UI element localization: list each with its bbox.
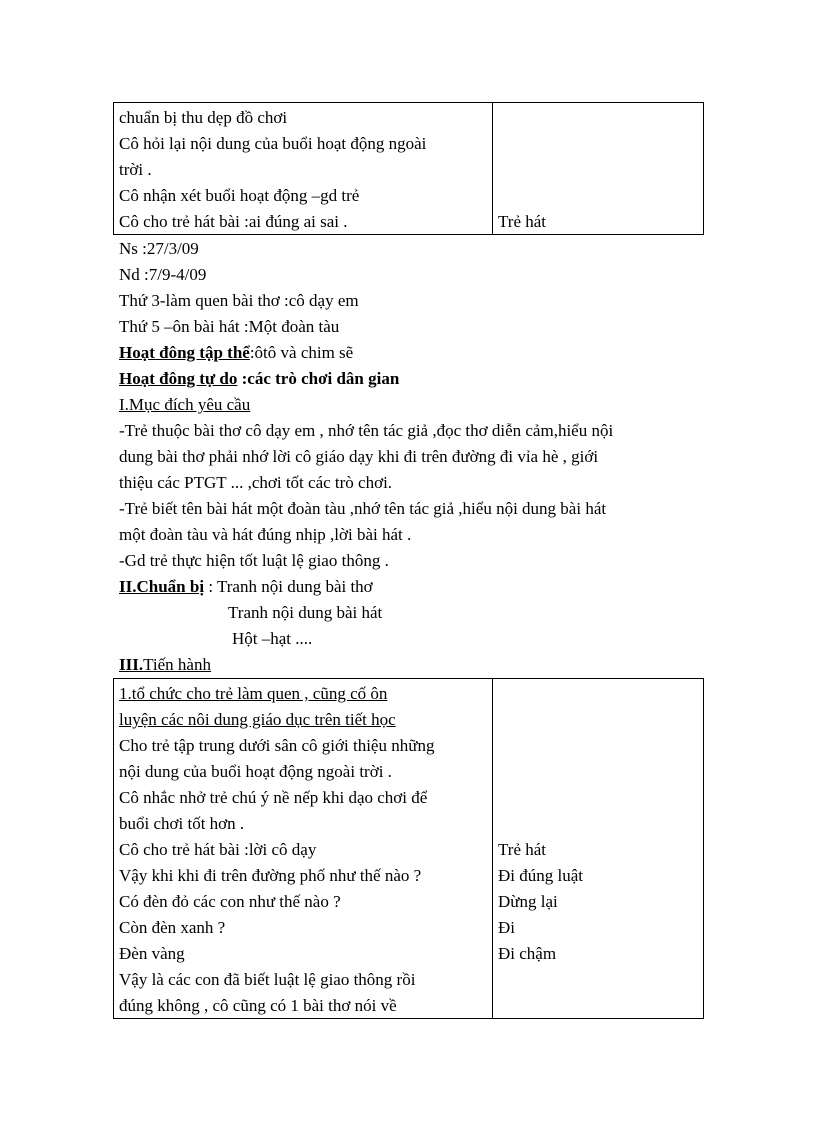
hoat-dong-tu-do-label: Hoạt đông tự do [119,369,238,388]
table1-left-line-2: Cô hỏi lại nội dung của buổi hoạt động ngoài [119,134,427,153]
table2-right-line-1: Trẻ hát [498,840,547,859]
para2-line1: -Trẻ biết tên bài hát một đoàn tàu ,nhớ tên tác giả ,hiểu nội dung bài hát [119,499,607,518]
muc-dich-heading: I.Mục đích yêu cầu [119,395,251,414]
table2-left-line-1: Cho trẻ tập trung dưới sân cô giới thiệu những [119,736,435,755]
hoat-dong-tap-the-label: Hoạt đông tập thể [119,343,250,362]
tien-hanh-value: Tiến hành [143,655,211,674]
table2-right-line-4: Đi [498,918,515,937]
para1-line1: -Trẻ thuộc bài thơ cô dạy em , nhớ tên tác giả ,đọc thơ diễn cảm,hiểu nội [119,421,614,440]
chuan-bi-item-2: Tranh nội dung bài hát [228,603,383,622]
nd-date: Nd :7/9-4/09 [119,265,207,284]
chuan-bi-label: II.Chuẩn bị [119,577,205,596]
table2-left-line-8: Còn đèn xanh ? [119,918,226,937]
para3: -Gd trẻ thực hiện tốt luật lệ giao thông . [119,551,389,570]
tien-hanh-label: III. [119,655,144,674]
table1-right-response: Trẻ hát [498,212,547,231]
table1-left-line-1: chuẩn bị thu dẹp đồ chơi [119,108,288,127]
table2-right-line-2: Đi đúng luật [498,866,583,885]
hoat-dong-tu-do [119,366,399,392]
table-activity-main-divider [492,678,493,1019]
ns-date: Ns :27/3/09 [119,239,199,258]
table2-left-line-9: Đèn vàng [119,944,185,963]
tien-hanh-heading [119,652,211,678]
table-activity-end-divider [492,102,493,235]
table1-left-line-3: trời . [119,160,152,179]
table2-left-line-5: Cô cho trẻ hát bài :lời cô dạy [119,840,317,859]
table2-left-line-10: Vậy là các con đã biết luật lệ giao thông rồi [119,970,416,989]
table2-heading-line2: luyện các nôi dung giáo dục trên tiết học [119,710,396,729]
hoat-dong-tap-the [119,340,353,366]
table2-left-line-7: Có đèn đỏ các con như thế nào ? [119,892,341,911]
para1-line2: dung bài thơ phải nhớ lời cô giáo dạy khi đi trên đường đi vỉa hè , giới [119,447,599,466]
chuan-bi-item-3: Hột –hạt .... [232,629,313,648]
table2-right-line-5: Đi chậm [498,944,557,963]
table2-left-line-6: Vậy khi khi đi trên đường phố như thế nào ? [119,866,422,885]
table2-left-line-11: đúng không , cô cũng có 1 bài thơ nói về [119,996,397,1015]
table2-left-line-2: nội dung của buổi hoạt động ngoài trời . [119,762,392,781]
para1-line3: thiệu các PTGT ... ,chơi tốt các trò chơi. [119,473,393,492]
table2-left-line-4: buổi chơi tốt hơn . [119,814,245,833]
para2-line2: một đoàn tàu và hát đúng nhịp ,lời bài hát . [119,525,412,544]
hoat-dong-tu-do-value: :các trò chơi dân gian [241,369,400,388]
thu3-line: Thứ 3-làm quen bài thơ :cô dạy em [119,291,359,310]
table1-left-line-4: Cô nhận xét buổi hoạt động –gd trẻ [119,186,360,205]
chuan-bi-line1 [119,574,373,600]
table2-heading-line1: 1.tổ chức cho trẻ làm quen , cũng cố ôn [119,684,388,703]
hoat-dong-tap-the-value: :ôtô và chim sẽ [249,343,354,362]
table2-right-line-3: Dừng lại [498,892,558,911]
thu5-line: Thứ 5 –ôn bài hát :Một đoàn tàu [119,317,340,336]
table1-left-line-5: Cô cho trẻ hát bài :ai đúng ai sai . [119,212,348,231]
table2-left-line-3: Cô nhắc nhở trẻ chú ý nề nếp khi dạo chơi để [119,788,428,807]
chuan-bi-item-1: : Tranh nội dung bài thơ [204,577,373,596]
